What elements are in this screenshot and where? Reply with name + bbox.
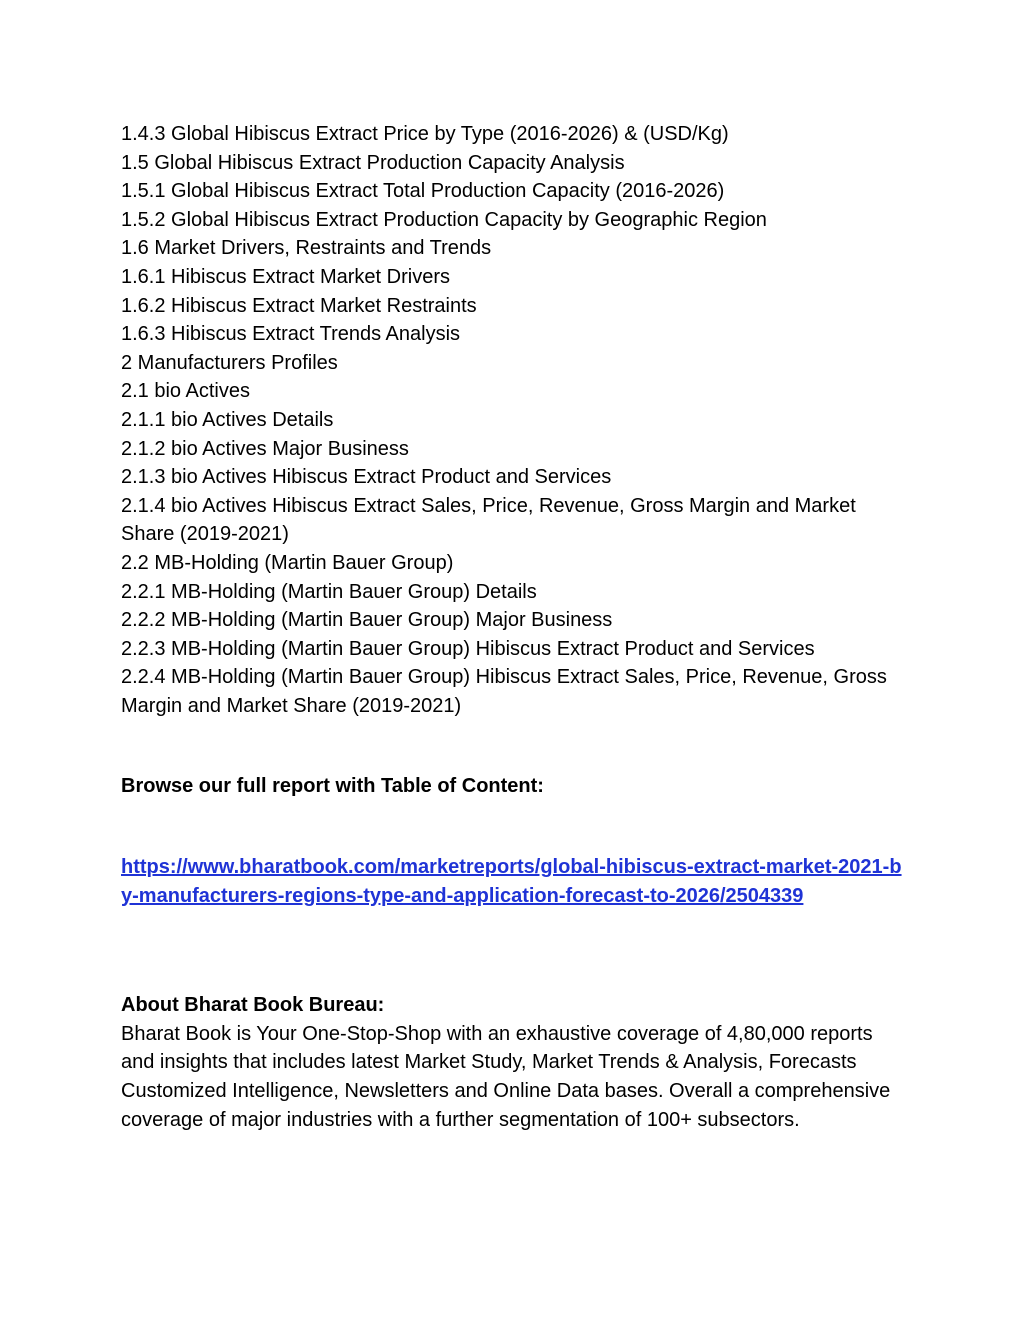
table-of-contents: [121, 120, 911, 720]
toc-entry: 1.5.1 Global Hibiscus Extract Total Production Capacity (2016-2026): [121, 180, 725, 203]
toc-entry: 1.6 Market Drivers, Restraints and Trends: [121, 237, 492, 260]
toc-entry: 2.1.2 bio Actives Major Business: [121, 437, 409, 460]
toc-entry: 2.2.4 MB-Holding (Martin Bauer Group) Hibiscus Extract Sales, Price, Revenue, Gross Margin and Market Share (2019-2021): [121, 666, 893, 717]
toc-entry: 2.2.2 MB-Holding (Martin Bauer Group) Major Business: [121, 609, 613, 632]
toc-entry: 2.2.3 MB-Holding (Martin Bauer Group) Hibiscus Extract Product and Services: [121, 637, 815, 660]
toc-entry: 2.2 MB-Holding (Martin Bauer Group): [121, 551, 454, 574]
toc-entry: 1.6.2 Hibiscus Extract Market Restraints: [121, 294, 477, 317]
toc-entry: 2.1.3 bio Actives Hibiscus Extract Product and Services: [121, 466, 612, 489]
toc-entry: 1.5.2 Global Hibiscus Extract Production Capacity by Geographic Region: [121, 208, 767, 231]
document-page: [121, 120, 911, 1134]
toc-entry: 2.1 bio Actives: [121, 380, 250, 403]
browse-heading: Browse our full report with Table of Content:: [121, 775, 544, 798]
toc-entry: 1.4.3 Global Hibiscus Extract Price by Type (2016-2026) & (USD/Kg): [121, 123, 729, 145]
about-section: [121, 991, 911, 1134]
toc-entry: 2 Manufacturers Profiles: [121, 351, 338, 374]
about-body: Bharat Book is Your One-Stop-Shop with an exhaustive coverage of 4,80,000 reports and insights that includes latest Market Study, Market Trends & Analysis, Forecasts Customized Intelligence, Newsletters and Online Data bases. Overall a comprehensive coverage of major industries with a further segmentation of 100+ subsectors.: [121, 1022, 891, 1131]
report-link[interactable]: https://www.bharatbook.com/marketreports/global-hibiscus-extract-market-2021-by-manufacturers-regions-type-and-application-forecast-to-2026/2504339: [121, 856, 902, 907]
toc-entry: 2.1.4 bio Actives Hibiscus Extract Sales, Price, Revenue, Gross Margin and Market Share (2019-2021): [121, 494, 862, 546]
toc-entry: 2.1.1 bio Actives Details: [121, 408, 334, 431]
toc-entry: 1.6.1 Hibiscus Extract Market Drivers: [121, 265, 450, 288]
toc-entry: 2.2.1 MB-Holding (Martin Bauer Group) Details: [121, 580, 537, 603]
about-heading: About Bharat Book Bureau:: [121, 994, 385, 1017]
toc-entry: 1.5 Global Hibiscus Extract Production Capacity Analysis: [121, 151, 625, 174]
report-link-block: [121, 853, 911, 910]
toc-entry: 1.6.3 Hibiscus Extract Trends Analysis: [121, 323, 461, 346]
